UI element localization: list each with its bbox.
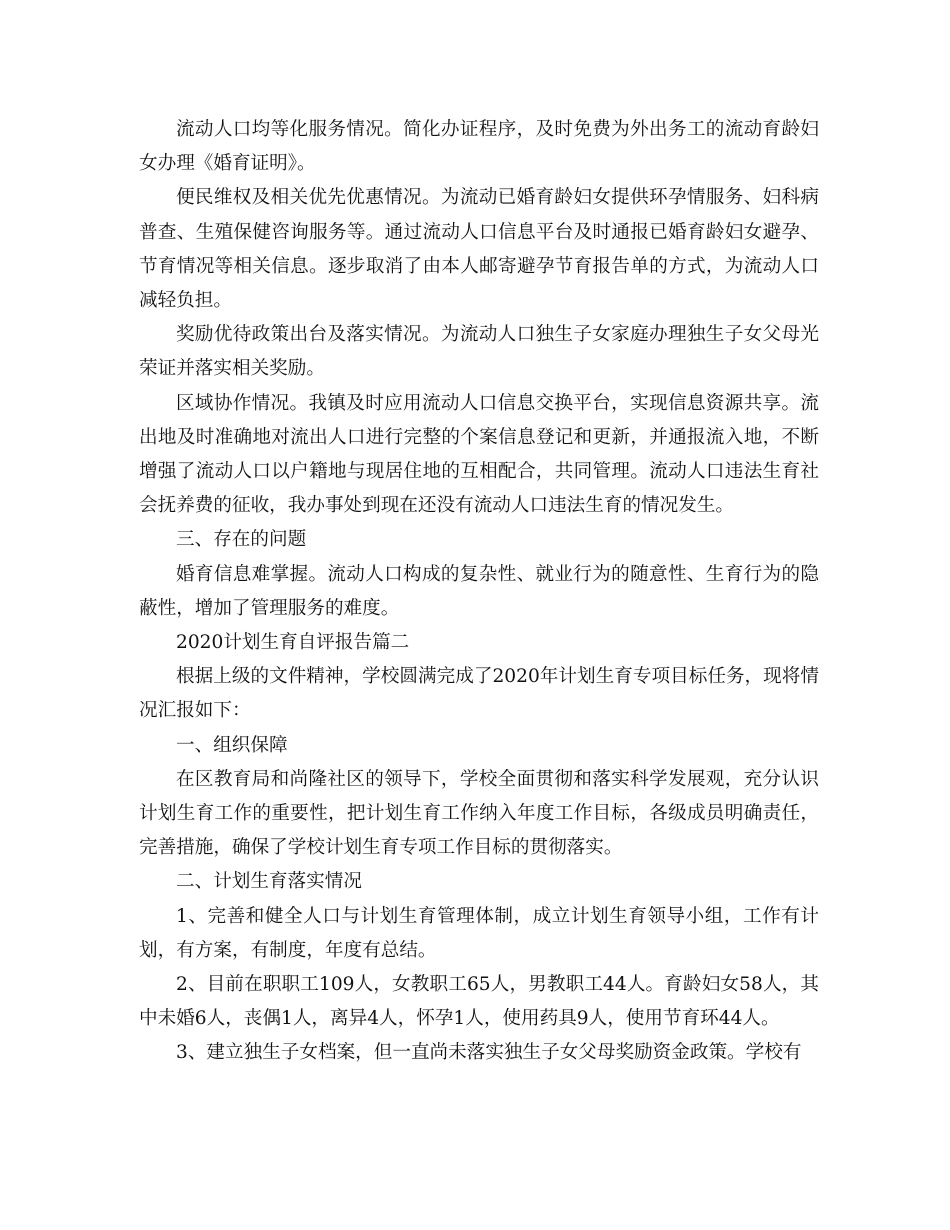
paragraph-organization: 在区教育局和尚隆社区的领导下，学校全面贯彻和落实科学发展观，充分认识计划生育工作的重要性，把计划生育工作纳入年度工作目标，各级成员明确责任，完善措施，确保了学校计划生育专项工作目标的贯彻落实。 (139, 768, 819, 859)
document-body (139, 113, 819, 1071)
paragraph-report-intro: 根据上级的文件精神，学校圆满完成了2020年计划生育专项目标任务，现将情况汇报如下： (139, 666, 819, 722)
paragraph-reward-policy: 奖励优待政策出台及落实情况。为流动人口独生子女家庭办理独生子女父母光荣证并落实相关奖励。 (139, 324, 819, 380)
paragraph-item-1: 1、完善和健全人口与计划生育管理体制，成立计划生育领导小组，工作有计划，有方案，有制度，年度有总结。 (139, 905, 819, 961)
paragraph-item-3: 3、建立独生子女档案，但一直尚未落实独生子女父母奖励资金政策。学校有 (176, 1042, 802, 1064)
paragraph-rights-preferential: 便民维权及相关优先优惠情况。为流动已婚育龄妇女提供环孕情服务、妇科病普查、生殖保健咨询服务等。通过流动人口信息平台及时通报已婚育龄妇女避孕、节育情况等相关信息。逐步取消了由本人邮寄避孕节育报告单的方式，为流动人口减轻负担。 (139, 187, 819, 312)
paragraph-regional-cooperation: 区域协作情况。我镇及时应用流动人口信息交换平台，实现信息资源共享。流出地及时准确地对流出人口进行完整的个案信息登记和更新，并通报流入地，不断增强了流动人口以户籍地与现居住地的互相配合，共同管理。流动人口违法生育社会抚养费的征收，我办事处到现在还没有流动人口违法生育的情况发生。 (139, 392, 819, 517)
paragraph-marriage-info: 婚育信息难掌握。流动人口构成的复杂性、就业行为的随意性、生育行为的隐蔽性，增加了管理服务的难度。 (139, 563, 819, 619)
heading-organization: 一、组织保障 (176, 734, 288, 756)
heading-existing-problems: 三、存在的问题 (176, 529, 307, 551)
heading-implementation: 二、计划生育落实情况 (176, 871, 362, 893)
paragraph-item-2: 2、目前在职职工109人，女教职工65人，男教职工44人。育龄妇女58人，其中未婚6人，丧偶1人，离异4人，怀孕1人，使用药具9人，使用节育环44人。 (139, 974, 819, 1030)
paragraph-migrant-equalization: 流动人口均等化服务情况。简化办证程序，及时免费为外出务工的流动育龄妇女办理《婚育证明》。 (139, 119, 819, 175)
heading-report-part-two: 2020计划生育自评报告篇二 (176, 632, 410, 654)
